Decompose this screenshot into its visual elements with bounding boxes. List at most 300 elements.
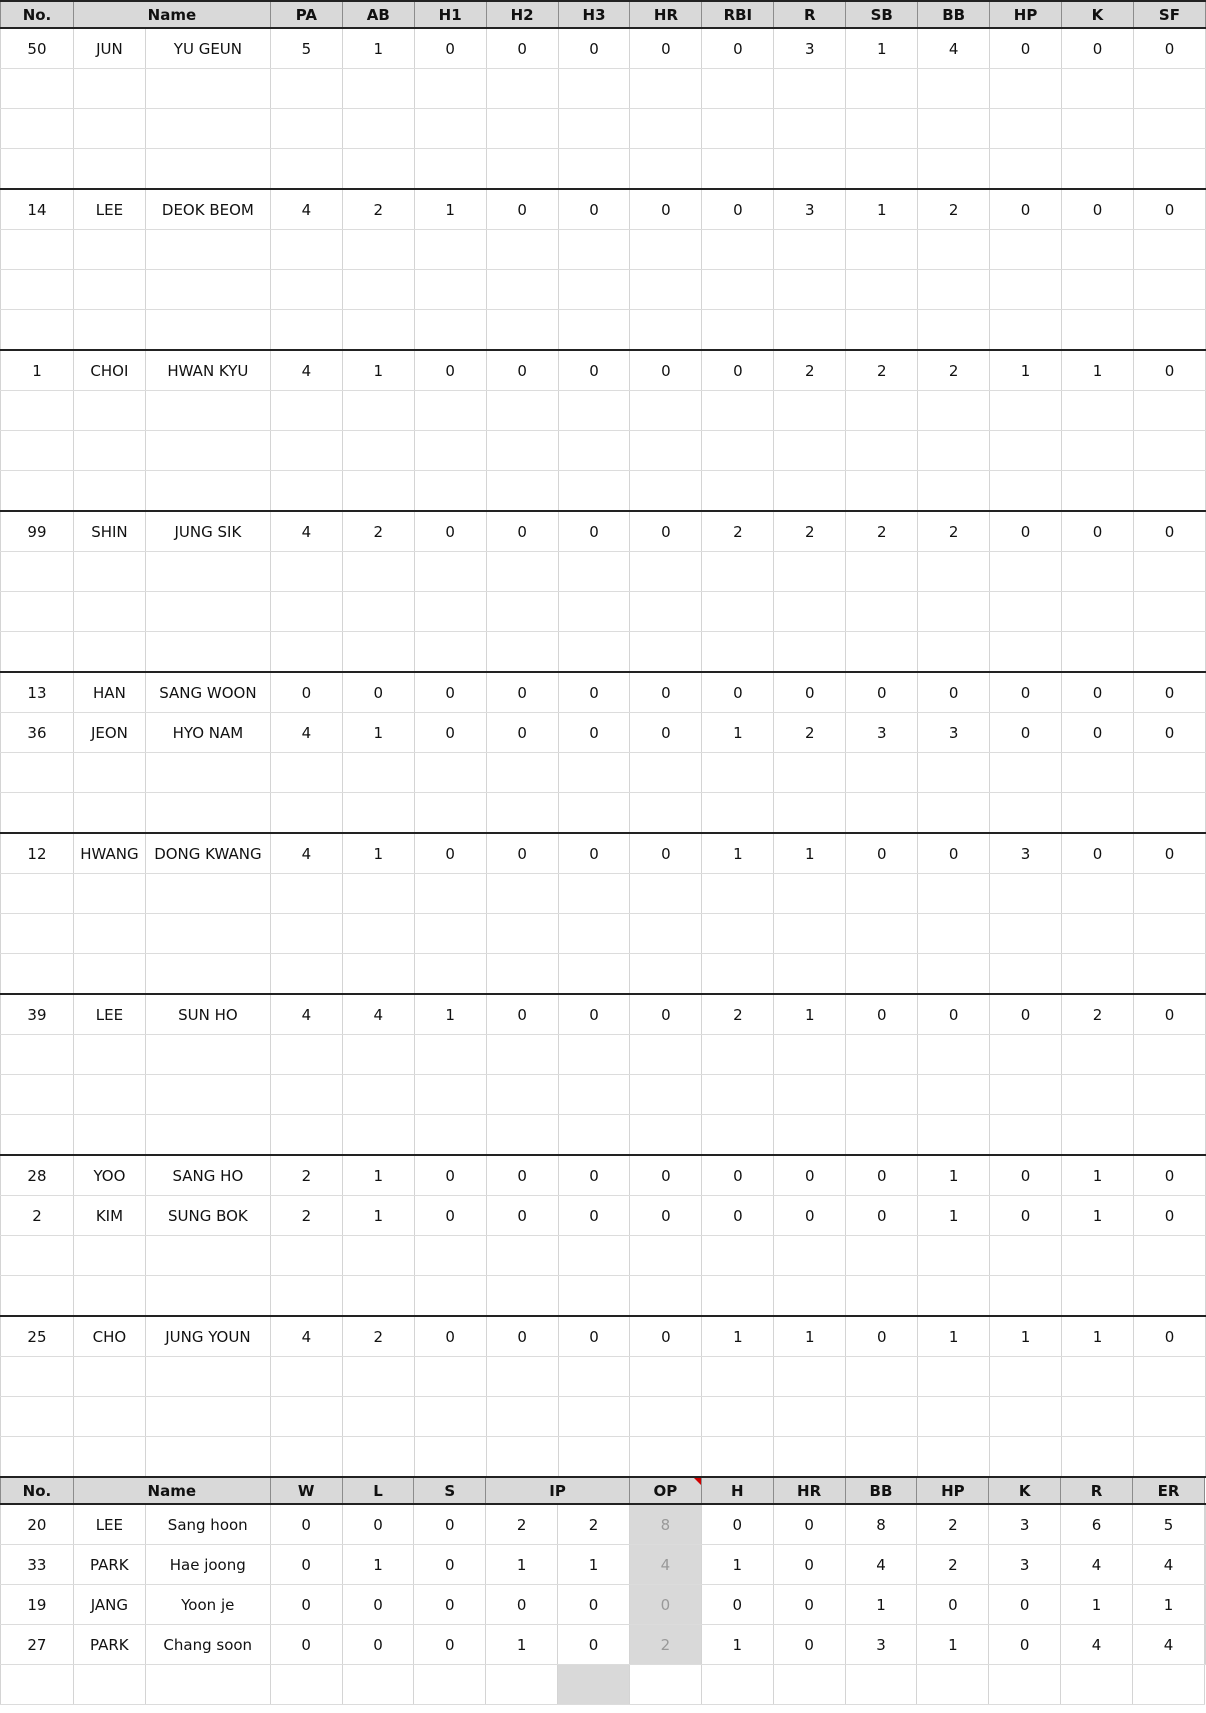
pitch-stat-s: 0 xyxy=(414,1625,486,1665)
empty-cell xyxy=(846,230,918,270)
stat-cell: 0 xyxy=(630,511,702,552)
empty-cell xyxy=(486,874,558,914)
empty-cell xyxy=(342,753,414,793)
empty-cell xyxy=(73,149,145,190)
empty-cell xyxy=(270,1437,342,1478)
empty-cell xyxy=(558,1437,630,1478)
empty-cell xyxy=(846,1236,918,1276)
empty-cell xyxy=(270,1115,342,1156)
pitcher-number: 33 xyxy=(1,1545,74,1585)
empty-cell xyxy=(486,1397,558,1437)
empty-cell xyxy=(270,310,342,351)
empty-cell xyxy=(73,753,145,793)
empty-cell xyxy=(414,471,486,512)
empty-cell xyxy=(630,954,702,995)
empty-cell xyxy=(1132,1665,1204,1705)
empty-cell xyxy=(558,1665,630,1705)
pitching-header-row xyxy=(1,1477,1206,1504)
empty-cell xyxy=(918,1035,990,1075)
stat-cell: 4 xyxy=(270,1316,342,1357)
stat-cell: 0 xyxy=(774,1155,846,1196)
stat-cell: 0 xyxy=(1062,672,1134,713)
pitcher-last-name: PARK xyxy=(73,1625,145,1665)
empty-cell xyxy=(846,954,918,995)
empty-cell xyxy=(702,1035,774,1075)
stat-cell: 0 xyxy=(558,1196,630,1236)
stat-cell: 0 xyxy=(414,511,486,552)
empty-cell xyxy=(774,954,846,995)
empty-cell xyxy=(486,914,558,954)
empty-cell xyxy=(1,1437,74,1478)
empty-cell xyxy=(774,914,846,954)
player-number: 36 xyxy=(1,713,74,753)
empty-cell xyxy=(414,109,486,149)
stat-cell: 0 xyxy=(630,350,702,391)
stat-cell: 0 xyxy=(702,1196,774,1236)
empty-cell xyxy=(270,1357,342,1397)
empty-cell xyxy=(1133,1236,1205,1276)
pitcher-first-name: Sang hoon xyxy=(145,1504,270,1545)
stat-cell: 4 xyxy=(270,994,342,1035)
empty-cell xyxy=(270,592,342,632)
empty-cell xyxy=(414,592,486,632)
stat-cell: 0 xyxy=(702,28,774,69)
empty-cell xyxy=(918,1397,990,1437)
pitching-col-header: No. xyxy=(1,1477,74,1504)
empty-cell xyxy=(990,753,1062,793)
batting-col-header: HR xyxy=(630,1,702,28)
batting-empty-row xyxy=(1,914,1206,954)
batting-col-header: AB xyxy=(342,1,414,28)
empty-cell xyxy=(558,431,630,471)
stat-cell: 0 xyxy=(558,1316,630,1357)
stat-cell: 0 xyxy=(486,350,558,391)
empty-cell xyxy=(414,914,486,954)
player-last-name: LEE xyxy=(73,994,145,1035)
empty-cell xyxy=(486,1236,558,1276)
stat-cell: 4 xyxy=(270,350,342,391)
player-last-name: YOO xyxy=(73,1155,145,1196)
empty-cell xyxy=(1062,1236,1134,1276)
empty-cell xyxy=(414,270,486,310)
empty-cell xyxy=(1205,1585,1206,1625)
batting-empty-row xyxy=(1,1236,1206,1276)
stat-cell: 2 xyxy=(342,511,414,552)
empty-cell xyxy=(1,149,74,190)
player-number: 13 xyxy=(1,672,74,713)
stat-cell: 0 xyxy=(414,713,486,753)
empty-cell xyxy=(1062,552,1134,592)
empty-cell xyxy=(1,310,74,351)
empty-cell xyxy=(846,1115,918,1156)
empty-cell xyxy=(414,1397,486,1437)
empty-cell xyxy=(73,632,145,673)
empty-cell xyxy=(774,471,846,512)
empty-cell xyxy=(990,109,1062,149)
empty-cell xyxy=(1,954,74,995)
stat-cell: 0 xyxy=(630,1155,702,1196)
pitching-col-header: HP xyxy=(917,1477,989,1504)
empty-cell xyxy=(486,753,558,793)
empty-cell xyxy=(702,1397,774,1437)
empty-cell xyxy=(270,793,342,834)
stat-cell: 3 xyxy=(774,189,846,230)
empty-cell xyxy=(774,793,846,834)
player-last-name: KIM xyxy=(73,1196,145,1236)
empty-cell xyxy=(846,149,918,190)
empty-cell xyxy=(918,874,990,914)
empty-cell xyxy=(774,632,846,673)
pitching-player-row xyxy=(1,1504,1206,1545)
player-last-name: HWANG xyxy=(73,833,145,874)
empty-cell xyxy=(990,874,1062,914)
stat-cell: 0 xyxy=(846,672,918,713)
empty-cell xyxy=(342,149,414,190)
stat-cell: 0 xyxy=(846,833,918,874)
empty-cell xyxy=(342,1665,414,1705)
empty-cell xyxy=(1062,1357,1134,1397)
empty-cell xyxy=(774,1075,846,1115)
stat-cell: 0 xyxy=(270,672,342,713)
stat-cell: 0 xyxy=(846,994,918,1035)
empty-cell xyxy=(774,592,846,632)
empty-cell xyxy=(558,1115,630,1156)
pitch-stat-cell: 4 xyxy=(1132,1545,1204,1585)
batting-player-row xyxy=(1,511,1206,552)
empty-cell xyxy=(774,552,846,592)
stat-cell: 0 xyxy=(990,672,1062,713)
empty-cell xyxy=(630,793,702,834)
empty-cell xyxy=(145,1437,270,1478)
batting-empty-row xyxy=(1,552,1206,592)
pitch-stat-cell: 1 xyxy=(701,1545,773,1585)
empty-cell xyxy=(73,310,145,351)
stat-cell: 0 xyxy=(486,994,558,1035)
batting-player-row xyxy=(1,189,1206,230)
stat-cell: 0 xyxy=(414,1196,486,1236)
empty-cell xyxy=(1205,1625,1206,1665)
empty-cell xyxy=(342,632,414,673)
pitch-stat-s: 0 xyxy=(414,1545,486,1585)
empty-cell xyxy=(342,1035,414,1075)
pitching-player-row xyxy=(1,1585,1206,1625)
empty-cell xyxy=(558,914,630,954)
empty-cell xyxy=(1062,230,1134,270)
pitch-stat-cell: 5 xyxy=(1132,1504,1204,1545)
batting-player-row xyxy=(1,672,1206,713)
stat-cell: 3 xyxy=(846,713,918,753)
empty-cell xyxy=(846,753,918,793)
pitcher-last-name: PARK xyxy=(73,1545,145,1585)
empty-cell xyxy=(414,1665,486,1705)
batting-player-row xyxy=(1,1316,1206,1357)
empty-cell xyxy=(73,874,145,914)
stat-cell: 0 xyxy=(486,672,558,713)
empty-cell xyxy=(1,230,74,270)
empty-cell xyxy=(918,1437,990,1478)
player-first-name: DONG KWANG xyxy=(145,833,270,874)
empty-cell xyxy=(1,1665,74,1705)
empty-cell xyxy=(1062,1397,1134,1437)
empty-cell xyxy=(414,230,486,270)
player-number: 25 xyxy=(1,1316,74,1357)
stat-cell: 0 xyxy=(414,350,486,391)
empty-cell xyxy=(918,954,990,995)
stat-cell: 0 xyxy=(558,833,630,874)
stat-cell: 2 xyxy=(774,350,846,391)
empty-cell xyxy=(145,793,270,834)
player-first-name: YU GEUN xyxy=(145,28,270,69)
empty-cell xyxy=(630,1075,702,1115)
empty-cell xyxy=(702,914,774,954)
stat-cell: 1 xyxy=(918,1316,990,1357)
stat-cell: 1 xyxy=(774,1316,846,1357)
stat-cell: 0 xyxy=(486,1196,558,1236)
pitcher-first-name: Hae joong xyxy=(145,1545,270,1585)
stat-cell: 2 xyxy=(1062,994,1134,1035)
pitch-stat-cell: 1 xyxy=(845,1585,917,1625)
empty-cell xyxy=(342,914,414,954)
stat-cell: 0 xyxy=(990,189,1062,230)
empty-cell xyxy=(702,1075,774,1115)
empty-cell xyxy=(630,270,702,310)
empty-cell xyxy=(846,471,918,512)
empty-cell xyxy=(702,471,774,512)
empty-cell xyxy=(270,914,342,954)
stat-cell: 0 xyxy=(414,1155,486,1196)
empty-cell xyxy=(270,632,342,673)
empty-cell xyxy=(558,1397,630,1437)
batting-empty-row xyxy=(1,109,1206,149)
stat-cell: 2 xyxy=(270,1155,342,1196)
empty-cell xyxy=(630,632,702,673)
stat-cell: 0 xyxy=(414,833,486,874)
stat-cell: 1 xyxy=(342,350,414,391)
pitching-col-header: L xyxy=(342,1477,414,1504)
empty-cell xyxy=(1062,471,1134,512)
batting-empty-row xyxy=(1,632,1206,673)
empty-cell xyxy=(558,1357,630,1397)
empty-cell xyxy=(486,1276,558,1317)
empty-cell xyxy=(486,1115,558,1156)
stat-cell: 0 xyxy=(486,833,558,874)
batting-empty-row xyxy=(1,1115,1206,1156)
empty-cell xyxy=(990,149,1062,190)
empty-cell xyxy=(270,69,342,109)
empty-cell xyxy=(145,431,270,471)
pitch-stat-cell: 3 xyxy=(989,1545,1061,1585)
empty-cell xyxy=(270,270,342,310)
empty-cell xyxy=(1062,793,1134,834)
empty-cell xyxy=(990,1236,1062,1276)
pitch-stat-cell: 0 xyxy=(773,1585,845,1625)
empty-cell xyxy=(486,310,558,351)
player-first-name: HYO NAM xyxy=(145,713,270,753)
empty-cell xyxy=(1,1357,74,1397)
stat-cell: 0 xyxy=(1062,511,1134,552)
empty-cell xyxy=(846,914,918,954)
empty-cell xyxy=(145,753,270,793)
empty-cell xyxy=(1133,1276,1205,1317)
empty-cell xyxy=(630,1035,702,1075)
empty-cell xyxy=(990,391,1062,431)
pitch-stat-cell: 4 xyxy=(845,1545,917,1585)
batting-empty-row xyxy=(1,471,1206,512)
batting-col-header: H3 xyxy=(558,1,630,28)
pitching-col-header: IP xyxy=(486,1477,630,1504)
pitching-player-row xyxy=(1,1625,1206,1665)
player-number: 12 xyxy=(1,833,74,874)
pitcher-number: 20 xyxy=(1,1504,74,1545)
empty-cell xyxy=(1,270,74,310)
empty-cell xyxy=(73,1075,145,1115)
empty-cell xyxy=(990,270,1062,310)
player-last-name: CHOI xyxy=(73,350,145,391)
pitching-col-header: H xyxy=(701,1477,773,1504)
empty-cell xyxy=(486,230,558,270)
empty-cell xyxy=(73,1115,145,1156)
player-number: 39 xyxy=(1,994,74,1035)
player-first-name: JUNG SIK xyxy=(145,511,270,552)
pitch-stat-w: 0 xyxy=(270,1545,342,1585)
empty-cell xyxy=(918,69,990,109)
batting-body xyxy=(1,28,1206,1477)
pitch-stat-w: 0 xyxy=(270,1585,342,1625)
empty-cell xyxy=(342,1437,414,1478)
pitch-stat-cell: 2 xyxy=(917,1545,989,1585)
empty-cell xyxy=(846,1276,918,1317)
batting-empty-row xyxy=(1,69,1206,109)
empty-cell xyxy=(342,592,414,632)
empty-cell xyxy=(145,632,270,673)
empty-cell xyxy=(270,874,342,914)
stat-cell: 2 xyxy=(342,1316,414,1357)
stat-cell: 4 xyxy=(918,28,990,69)
empty-cell xyxy=(145,552,270,592)
batting-header-row xyxy=(1,1,1206,28)
empty-cell xyxy=(918,391,990,431)
batting-col-header: H2 xyxy=(486,1,558,28)
empty-cell xyxy=(630,914,702,954)
empty-cell xyxy=(270,471,342,512)
empty-cell xyxy=(990,1437,1062,1478)
empty-cell xyxy=(1,391,74,431)
empty-cell xyxy=(1,431,74,471)
empty-cell xyxy=(145,1357,270,1397)
empty-cell xyxy=(774,1035,846,1075)
batting-player-row xyxy=(1,1196,1206,1236)
empty-cell xyxy=(1133,149,1205,190)
empty-cell xyxy=(990,431,1062,471)
empty-cell xyxy=(1,753,74,793)
empty-cell xyxy=(486,552,558,592)
empty-cell xyxy=(990,230,1062,270)
empty-cell xyxy=(990,552,1062,592)
empty-cell xyxy=(918,552,990,592)
empty-cell xyxy=(1133,471,1205,512)
stat-cell: 0 xyxy=(558,189,630,230)
empty-cell xyxy=(145,1397,270,1437)
batting-empty-row xyxy=(1,1437,1206,1478)
pitching-col-header: ER xyxy=(1132,1477,1204,1504)
empty-cell xyxy=(1133,632,1205,673)
pitch-stat-op: 4 xyxy=(629,1545,701,1585)
stat-cell: 1 xyxy=(918,1155,990,1196)
stat-cell: 1 xyxy=(342,713,414,753)
empty-cell xyxy=(774,431,846,471)
empty-cell xyxy=(918,1075,990,1115)
empty-cell xyxy=(702,69,774,109)
stat-cell: 0 xyxy=(486,189,558,230)
empty-cell xyxy=(702,1437,774,1478)
empty-cell xyxy=(702,793,774,834)
stat-cell: 1 xyxy=(342,1155,414,1196)
empty-cell xyxy=(990,793,1062,834)
empty-cell xyxy=(270,954,342,995)
stat-cell: 0 xyxy=(630,713,702,753)
empty-cell xyxy=(1062,1115,1134,1156)
stat-cell: 0 xyxy=(414,672,486,713)
stat-cell: 0 xyxy=(1062,189,1134,230)
pitch-stat-cell: 4 xyxy=(1132,1625,1204,1665)
stat-cell: 1 xyxy=(1062,1316,1134,1357)
empty-cell xyxy=(1062,954,1134,995)
stat-cell: 1 xyxy=(414,994,486,1035)
pitch-stat-op: 0 xyxy=(629,1585,701,1625)
empty-cell xyxy=(270,1397,342,1437)
empty-cell xyxy=(342,552,414,592)
empty-cell xyxy=(702,874,774,914)
stat-cell: 0 xyxy=(414,1316,486,1357)
empty-cell xyxy=(1062,1075,1134,1115)
stat-cell: 0 xyxy=(1133,28,1205,69)
stat-cell: 0 xyxy=(558,1155,630,1196)
empty-cell xyxy=(630,69,702,109)
stat-cell: 0 xyxy=(702,1155,774,1196)
empty-cell xyxy=(846,1357,918,1397)
empty-cell xyxy=(342,270,414,310)
player-last-name: LEE xyxy=(73,189,145,230)
empty-cell xyxy=(342,793,414,834)
empty-cell xyxy=(918,592,990,632)
stat-cell: 2 xyxy=(918,189,990,230)
empty-cell xyxy=(73,69,145,109)
empty-cell xyxy=(73,793,145,834)
empty-cell xyxy=(73,1276,145,1317)
empty-cell xyxy=(1062,632,1134,673)
empty-cell xyxy=(558,954,630,995)
stat-cell: 0 xyxy=(1133,1196,1205,1236)
stat-cell: 1 xyxy=(1062,1196,1134,1236)
empty-cell xyxy=(1133,793,1205,834)
empty-cell xyxy=(1133,1357,1205,1397)
pitching-empty-row xyxy=(1,1665,1206,1705)
empty-cell xyxy=(342,69,414,109)
stat-cell: 0 xyxy=(630,189,702,230)
batting-col-header: K xyxy=(1062,1,1134,28)
empty-cell xyxy=(846,632,918,673)
batting-empty-row xyxy=(1,431,1206,471)
empty-cell xyxy=(1,69,74,109)
stat-cell: 0 xyxy=(486,1155,558,1196)
stat-cell: 0 xyxy=(846,1196,918,1236)
stat-cell: 4 xyxy=(270,189,342,230)
empty-cell xyxy=(1133,954,1205,995)
player-last-name: JEON xyxy=(73,713,145,753)
pitch-stat-cell: 0 xyxy=(917,1585,989,1625)
stat-cell: 1 xyxy=(342,28,414,69)
batting-player-row xyxy=(1,350,1206,391)
